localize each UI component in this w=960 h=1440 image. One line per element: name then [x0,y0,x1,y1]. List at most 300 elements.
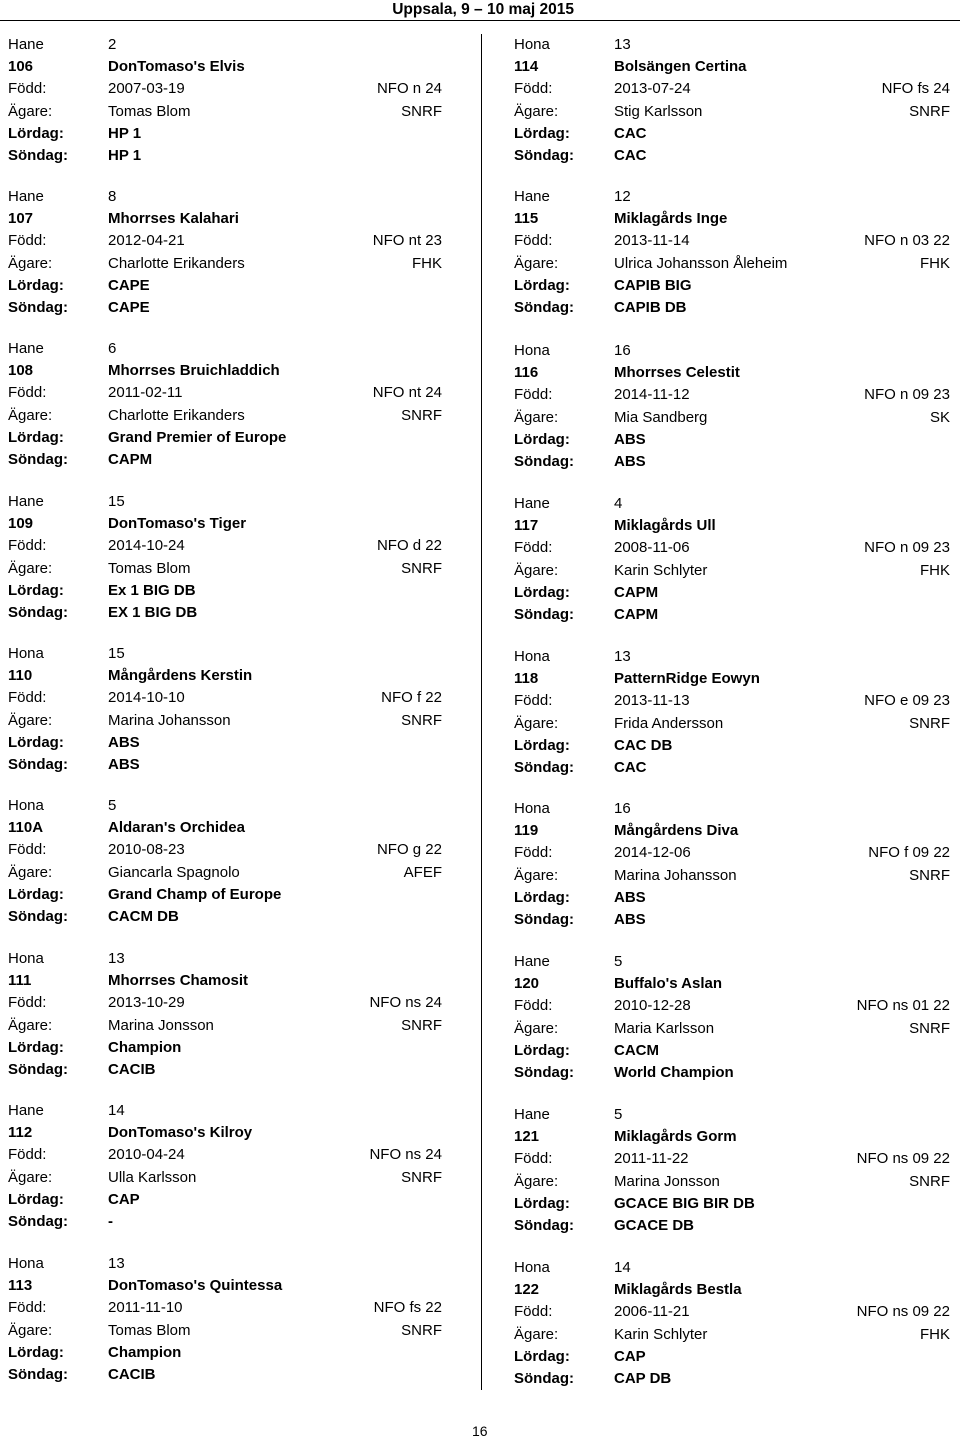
owner-name: Tomas Blom [108,102,191,120]
entry-row [8,602,442,624]
entry-row [8,687,442,709]
sex: Hane [8,188,44,205]
catalog-number: 110 [8,667,33,685]
cat-name: DonTomaso's Tiger [108,515,247,533]
cat-name: Miklagårds Bestla [614,1281,742,1299]
owner-name: Marina Jonsson [614,1172,720,1190]
birth-date: 2013-10-29 [108,994,185,1012]
owner-label: Ägare: [514,254,559,272]
entry-row [8,78,442,100]
birth-date: 2011-02-11 [108,384,183,402]
owner-label: Ägare: [514,408,559,426]
entry-row [514,78,950,100]
entry-row [514,951,950,973]
cat-entry [514,34,950,179]
entry-row [514,1279,950,1301]
saturday-label: Lördag: [8,1190,64,1208]
cat-entry [8,948,442,1093]
entry-row [8,1122,442,1144]
entry-row [514,604,950,626]
sex: Hona [514,800,550,817]
cat-entry [514,951,950,1096]
sunday-result: CAP DB [614,1369,672,1387]
class-number: 5 [614,953,623,970]
saturday-result: Ex 1 BIG DB [108,581,196,599]
cat-entry [8,338,442,483]
sunday-label: Söndag: [8,1365,68,1383]
cat-name: DonTomaso's Quintessa [108,1277,283,1295]
sunday-label: Söndag: [8,450,68,468]
sunday-label: Söndag: [514,146,574,164]
sunday-label: Söndag: [8,755,68,773]
entry-row [8,580,442,602]
owner-label: Ägare: [8,1321,53,1339]
sunday-result: CAPM [108,450,153,468]
entry-row [514,407,950,429]
club-name: SNRF [909,714,950,732]
entry-row [8,817,442,839]
column-divider [481,34,482,1390]
entry-row [514,1346,950,1368]
breed-code: NFO g 22 [376,841,442,859]
saturday-result: CAC DB [614,736,673,754]
catalog-number: 114 [514,58,539,76]
born-label: Född: [8,994,47,1012]
sex: Hane [8,340,44,357]
entry-row [514,560,950,582]
cat-entry [8,491,442,636]
class-number: 6 [108,340,117,357]
sunday-result: CAPM [614,605,659,623]
entry-row [514,145,950,167]
owner-label: Ägare: [8,1016,53,1034]
sex: Hane [8,36,44,53]
saturday-result: Champion [108,1038,182,1056]
class-number: 15 [108,493,125,510]
entry-row [514,798,950,820]
entry-row [514,1193,950,1215]
saturday-result: HP 1 [108,124,142,142]
club-name: FHK [920,561,950,579]
sunday-label: Söndag: [8,146,68,164]
entry-row [8,208,442,230]
entry-row [514,56,950,78]
birth-date: 2010-12-28 [614,997,691,1015]
page-number: 16 [472,1423,488,1439]
sex: Hane [514,495,550,512]
sunday-result: ABS [614,452,646,470]
class-number: 2 [108,36,117,53]
saturday-label: Lördag: [8,581,64,599]
breed-code: NFO n 09 23 [864,539,950,557]
sex: Hane [8,1102,44,1119]
entry-row [514,1368,950,1390]
catalog-number: 109 [8,515,34,533]
saturday-label: Lördag: [8,733,64,751]
entry-row [514,34,950,56]
saturday-label: Lördag: [514,430,570,448]
entry-row [8,338,442,360]
club-name: SNRF [401,1016,442,1034]
cat-entry [8,34,442,179]
saturday-label: Lördag: [514,276,570,294]
saturday-label: Lördag: [8,124,64,142]
club-name: FHK [412,254,442,272]
saturday-label: Lördag: [514,736,570,754]
sunday-result: ABS [614,910,646,928]
sunday-result: CAPIB DB [614,298,687,316]
entry-row [8,665,442,687]
club-name: SNRF [401,1168,442,1186]
class-number: 4 [614,495,623,512]
class-number: 16 [614,342,631,359]
entry-row [514,820,950,842]
entry-row [8,1144,442,1166]
entry-row [8,558,442,580]
birth-date: 2011-11-22 [614,1150,689,1168]
entry-row [8,643,442,665]
class-number: 13 [614,648,631,665]
entry-row [514,230,950,252]
entry-row [514,1104,950,1126]
entry-row [8,1320,442,1342]
entry-row [8,1364,442,1386]
entry-row [8,710,442,732]
saturday-label: Lördag: [514,1194,570,1212]
owner-label: Ägare: [8,711,53,729]
sunday-label: Söndag: [514,452,574,470]
entry-row [8,906,442,928]
entry-row [8,1342,442,1364]
breed-code: NFO nt 24 [372,384,442,402]
breed-code: NFO ns 01 22 [856,997,950,1015]
entry-row [8,884,442,906]
sunday-label: Söndag: [514,910,574,928]
breed-code: NFO ns 09 22 [856,1150,950,1168]
birth-date: 2014-11-12 [614,386,690,404]
owner-name: Frida Andersson [614,714,724,732]
sex: Hona [514,648,550,665]
club-name: SNRF [909,102,950,120]
class-number: 16 [614,800,631,817]
catalog-number: 108 [8,362,34,380]
born-label: Född: [514,1303,553,1321]
entry-row [514,842,950,864]
entry-row [514,973,950,995]
entry-row [514,362,950,384]
born-label: Född: [514,80,553,98]
entry-row [8,427,442,449]
born-label: Född: [514,232,553,250]
sunday-label: Söndag: [514,1369,574,1387]
sex: Hona [8,797,44,814]
saturday-result: ABS [108,733,140,751]
sex: Hona [514,1259,550,1276]
saturday-label: Lördag: [8,1038,64,1056]
class-number: 15 [108,645,125,662]
breed-code: NFO e 09 23 [864,692,950,710]
breed-code: NFO n 09 23 [864,386,950,404]
owner-label: Ägare: [8,406,53,424]
cat-name: Mhorrses Celestit [614,364,740,382]
born-label: Född: [514,997,553,1015]
breed-code: NFO f 22 [381,689,442,707]
saturday-result: Grand Premier of Europe [108,428,287,446]
class-number: 5 [108,797,117,814]
entry-row [514,123,950,145]
cat-name: Mångårdens Kerstin [108,667,253,685]
class-number: 13 [614,36,631,53]
entry-row [8,34,442,56]
entry-row [514,537,950,559]
entry-row [514,101,950,123]
cat-name: Aldaran's Orchidea [108,819,245,837]
sunday-result: CAC [614,758,647,776]
breed-code: NFO nt 23 [372,232,442,250]
owner-name: Mia Sandberg [614,408,708,426]
birth-date: 2014-12-06 [614,844,691,862]
sunday-label: Söndag: [8,1212,68,1230]
entry-row [514,646,950,668]
breed-code: NFO n 24 [376,80,442,98]
entry-row [8,360,442,382]
cat-name: Miklagårds Inge [614,210,728,228]
entry-row [514,1324,950,1346]
birth-date: 2014-10-10 [108,689,185,707]
catalog-number: 118 [514,670,539,688]
entry-row [8,297,442,319]
club-name: SNRF [909,866,950,884]
cat-entry [514,340,950,485]
born-label: Född: [8,1146,47,1164]
born-label: Född: [514,692,553,710]
breed-code: NFO ns 09 22 [856,1303,950,1321]
saturday-result: CACM [614,1041,659,1059]
birth-date: 2010-04-24 [108,1146,185,1164]
saturday-label: Lördag: [514,888,570,906]
catalog-number: 107 [8,210,34,228]
born-label: Född: [8,689,47,707]
sunday-result: CACIB [108,1365,156,1383]
catalog-number: 112 [8,1124,33,1142]
breed-code: NFO f 09 22 [868,844,950,862]
entry-row [514,208,950,230]
saturday-result: CAP [614,1347,646,1365]
owner-name: Marina Jonsson [108,1016,214,1034]
owner-name: Charlotte Erikanders [108,254,245,272]
catalog-number: 121 [514,1128,540,1146]
sunday-result: EX 1 BIG DB [108,603,198,621]
entry-row [8,101,442,123]
born-label: Född: [514,1150,553,1168]
club-name: SNRF [909,1019,950,1037]
entry-row [8,1015,442,1037]
entry-row [514,1126,950,1148]
cat-entry [8,643,442,788]
saturday-result: CAC [614,124,647,142]
owner-name: Maria Karlsson [614,1019,715,1037]
entry-row [8,535,442,557]
club-name: SNRF [401,711,442,729]
sunday-label: Söndag: [8,298,68,316]
cat-name: Bolsängen Certina [614,58,747,76]
class-number: 14 [108,1102,125,1119]
owner-label: Ägare: [514,102,559,120]
entry-row [8,795,442,817]
entry-row [514,1171,950,1193]
entry-row [8,186,442,208]
saturday-label: Lördag: [8,276,64,294]
cat-name: Miklagårds Gorm [614,1128,737,1146]
birth-date: 2012-04-21 [108,232,185,250]
saturday-label: Lördag: [514,124,570,142]
entry-row [514,340,950,362]
owner-label: Ägare: [514,866,559,884]
saturday-label: Lördag: [514,1041,570,1059]
saturday-label: Lördag: [514,1347,570,1365]
entry-row [514,887,950,909]
club-name: SNRF [401,1321,442,1339]
entry-row [8,862,442,884]
sunday-result: World Champion [614,1063,734,1081]
entry-row [8,1275,442,1297]
owner-name: Stig Karlsson [614,102,703,120]
breed-code: NFO n 03 22 [864,232,950,250]
entry-row [8,1059,442,1081]
sunday-result: GCACE DB [614,1216,695,1234]
entry-row [514,995,950,1017]
owner-name: Karin Schlyter [614,1325,708,1343]
club-name: AFEF [403,863,442,881]
entry-row [8,839,442,861]
entry-row [514,186,950,208]
club-name: FHK [920,1325,950,1343]
sunday-result: CACIB [108,1060,156,1078]
breed-code: NFO ns 24 [369,994,442,1012]
sunday-result: CACM DB [108,907,179,925]
owner-name: Marina Johansson [614,866,737,884]
page-header [0,0,960,21]
sunday-result: CAPE [108,298,150,316]
entry-row [514,1062,950,1084]
entry-row [8,491,442,513]
catalog-number: 116 [514,364,539,382]
entry-row [514,668,950,690]
cat-entry [514,1257,950,1402]
sex: Hona [8,645,44,662]
sunday-label: Söndag: [8,603,68,621]
owner-label: Ägare: [8,559,53,577]
entry-row [514,690,950,712]
born-label: Född: [8,841,47,859]
entry-row [8,1297,442,1319]
entry-row [8,992,442,1014]
sex: Hane [514,188,550,205]
catalog-number: 122 [514,1281,540,1299]
sex: Hane [514,953,550,970]
entry-row [8,754,442,776]
birth-date: 2008-11-06 [614,539,690,557]
catalog-number: 111 [8,972,32,990]
saturday-result: ABS [614,888,646,906]
born-label: Född: [514,539,553,557]
entry-row [8,1253,442,1275]
breed-code: NFO fs 22 [373,1299,442,1317]
owner-label: Ägare: [514,1325,559,1343]
class-number: 13 [108,1255,125,1272]
born-label: Född: [8,1299,47,1317]
entry-row [514,275,950,297]
entry-row [8,253,442,275]
saturday-result: Champion [108,1343,182,1361]
entry-row [8,1211,442,1233]
sex: Hona [8,950,44,967]
sunday-label: Söndag: [8,907,68,925]
entry-row [8,230,442,252]
entry-row [8,1167,442,1189]
club-name: SNRF [401,559,442,577]
entry-row [8,970,442,992]
entry-row [514,582,950,604]
entry-row [514,735,950,757]
entry-row [8,732,442,754]
cat-name: Mhorrses Chamosit [108,972,249,990]
entry-row [514,909,950,931]
born-label: Född: [8,232,47,250]
club-name: SNRF [401,406,442,424]
catalog-number: 113 [8,1277,33,1295]
sunday-label: Söndag: [514,298,574,316]
entry-row [514,757,950,779]
entry-row [8,948,442,970]
club-name: SK [929,408,950,426]
sex: Hona [514,36,550,53]
sunday-result: HP 1 [108,146,142,164]
sunday-result: ABS [108,755,140,773]
owner-name: Marina Johansson [108,711,231,729]
breed-code: NFO ns 24 [369,1146,442,1164]
owner-label: Ägare: [8,254,53,272]
owner-label: Ägare: [514,714,559,732]
breed-code: NFO fs 24 [881,80,950,98]
entry-row [514,1215,950,1237]
birth-date: 2014-10-24 [108,537,185,555]
owner-label: Ägare: [8,102,53,120]
born-label: Född: [8,384,47,402]
cat-name: DonTomaso's Elvis [108,58,245,76]
entry-row [514,297,950,319]
entry-row [514,1148,950,1170]
catalog-number: 106 [8,58,34,76]
entry-row [8,56,442,78]
cat-entry [8,186,442,331]
owner-label: Ägare: [514,1172,559,1190]
cat-entry [514,646,950,791]
sex: Hane [514,1106,550,1123]
cat-entry [8,795,442,940]
catalog-number: 119 [514,822,539,840]
birth-date: 2013-07-24 [614,80,691,98]
owner-label: Ägare: [8,863,53,881]
owner-label: Ägare: [514,561,559,579]
cat-name: PatternRidge Eowyn [614,670,760,688]
cat-entry [514,186,950,331]
entry-row [8,1189,442,1211]
sunday-label: Söndag: [8,1060,68,1078]
sunday-result: CAC [614,146,647,164]
cat-name: Miklagårds Ull [614,517,716,535]
birth-date: 2013-11-14 [614,232,690,250]
